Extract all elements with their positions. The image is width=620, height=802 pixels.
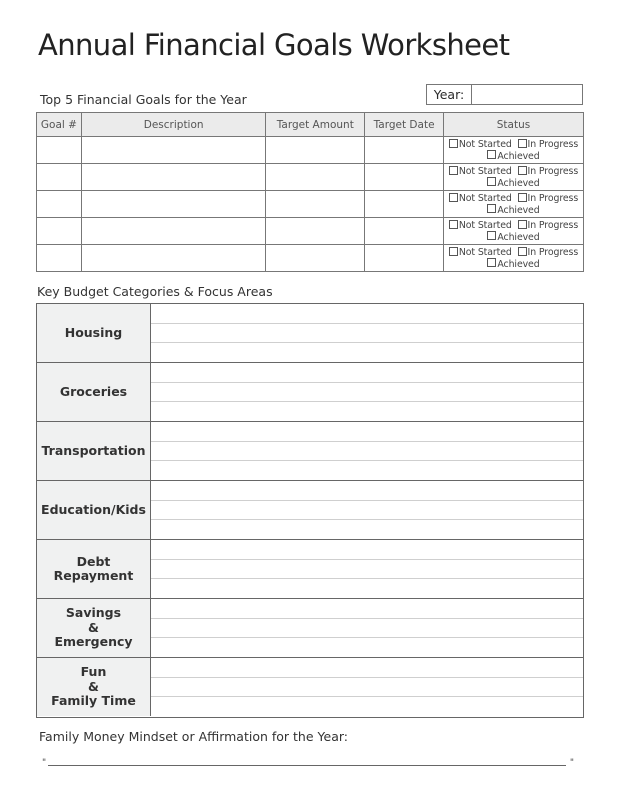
- target-date-cell[interactable]: [365, 137, 444, 164]
- description-cell[interactable]: [81, 245, 266, 272]
- not-started-checkbox[interactable]: [449, 139, 512, 150]
- goals-section-label: Top 5 Financial Goals for the Year: [40, 92, 247, 107]
- in-progress-checkbox[interactable]: [518, 139, 579, 150]
- budget-category-row: [37, 598, 583, 657]
- checkbox-icon[interactable]: [487, 204, 496, 213]
- checkbox-icon[interactable]: [518, 220, 527, 229]
- achieved-checkbox[interactable]: [487, 232, 539, 243]
- status-option-label: Achieved: [497, 258, 540, 270]
- checkbox-icon[interactable]: [449, 166, 458, 175]
- year-label: Year:: [427, 85, 472, 104]
- target-date-cell[interactable]: [365, 218, 444, 245]
- checkbox-icon[interactable]: [518, 247, 527, 256]
- not-started-checkbox[interactable]: [449, 220, 512, 231]
- status-option-label: Not Started: [458, 139, 512, 150]
- writing-line[interactable]: [151, 363, 583, 382]
- goal-number-cell[interactable]: [37, 191, 82, 218]
- page-title: Annual Financial Goals Worksheet: [38, 28, 510, 62]
- writing-line[interactable]: [151, 696, 583, 716]
- header-target-date: Target Date: [365, 113, 444, 137]
- description-cell[interactable]: [81, 218, 266, 245]
- writing-line[interactable]: [151, 460, 583, 480]
- status-option-label: Achieved: [497, 231, 540, 243]
- writing-line[interactable]: [151, 599, 583, 618]
- budget-section-label: Key Budget Categories & Focus Areas: [37, 284, 273, 299]
- year-input[interactable]: [472, 85, 582, 104]
- target-amount-cell[interactable]: [266, 245, 365, 272]
- budget-category-label: [37, 422, 151, 480]
- not-started-checkbox[interactable]: [449, 193, 512, 204]
- not-started-checkbox[interactable]: [449, 247, 512, 258]
- category-label-line: &: [88, 678, 99, 694]
- writing-lines: [151, 363, 583, 421]
- status-option-label: In Progress: [527, 193, 579, 204]
- mindset-label: Family Money Mindset or Affirmation for the Year:: [39, 729, 348, 744]
- category-label-line: Savings: [65, 605, 122, 621]
- target-date-cell[interactable]: [365, 245, 444, 272]
- status-option-label: Achieved: [497, 204, 540, 216]
- budget-category-row: [37, 539, 583, 598]
- writing-line[interactable]: [151, 342, 583, 362]
- writing-lines: [151, 658, 583, 716]
- close-quote: ": [569, 758, 574, 768]
- category-label-line: Emergency: [54, 634, 133, 650]
- writing-line[interactable]: [151, 304, 583, 323]
- open-quote: ": [42, 758, 47, 768]
- checkbox-icon[interactable]: [518, 139, 527, 148]
- goal-number-cell[interactable]: [37, 137, 82, 164]
- budget-category-label: [37, 363, 151, 421]
- writing-line[interactable]: [151, 323, 583, 343]
- category-label-line: &: [88, 619, 99, 635]
- goal-row: [37, 218, 584, 245]
- status-option-label: Not Started: [458, 193, 512, 204]
- goal-number-cell[interactable]: [37, 245, 82, 272]
- status-cell: [443, 245, 583, 272]
- budget-category-row: [37, 362, 583, 421]
- budget-category-label: [37, 481, 151, 539]
- description-cell[interactable]: [81, 191, 266, 218]
- mindset-answer-line[interactable]: [42, 758, 574, 772]
- checkbox-icon[interactable]: [487, 258, 496, 267]
- status-option-label: Not Started: [458, 220, 512, 231]
- in-progress-checkbox[interactable]: [518, 247, 579, 258]
- writing-line[interactable]: [151, 658, 583, 677]
- budget-category-label: [37, 304, 151, 362]
- budget-categories-table: [36, 303, 584, 718]
- budget-category-label: [37, 599, 151, 657]
- writing-line[interactable]: [151, 540, 583, 559]
- writing-line[interactable]: [151, 441, 583, 461]
- budget-category-label: [37, 658, 151, 716]
- in-progress-checkbox[interactable]: [518, 166, 579, 177]
- writing-line[interactable]: [151, 401, 583, 421]
- goal-row: [37, 245, 584, 272]
- checkbox-icon[interactable]: [449, 193, 458, 202]
- status-option-label: In Progress: [527, 220, 579, 231]
- goal-number-cell[interactable]: [37, 164, 82, 191]
- budget-category-row: [37, 657, 583, 716]
- status-option-label: Achieved: [497, 177, 540, 189]
- writing-line[interactable]: [151, 481, 583, 500]
- goal-row: [37, 164, 584, 191]
- header-description: Description: [81, 113, 266, 137]
- header-target-amount: Target Amount: [266, 113, 365, 137]
- writing-lines: [151, 599, 583, 657]
- in-progress-checkbox[interactable]: [518, 193, 579, 204]
- mindset-rule: [48, 765, 566, 766]
- goal-row: [37, 191, 584, 218]
- year-field: [426, 84, 583, 105]
- category-label-line: Education/Kids: [41, 501, 146, 517]
- budget-category-label: [37, 540, 151, 598]
- checkbox-icon[interactable]: [449, 247, 458, 256]
- achieved-checkbox[interactable]: [487, 151, 539, 162]
- target-date-cell[interactable]: [365, 164, 444, 191]
- header-status: Status: [443, 113, 583, 137]
- category-label-line: Fun: [80, 664, 107, 680]
- goal-number-cell[interactable]: [37, 218, 82, 245]
- budget-category-row: [37, 480, 583, 539]
- status-option-label: Achieved: [497, 150, 540, 162]
- target-amount-cell[interactable]: [266, 164, 365, 191]
- status-option-label: In Progress: [527, 166, 579, 177]
- writing-line[interactable]: [151, 500, 583, 520]
- target-amount-cell[interactable]: [266, 218, 365, 245]
- goals-table: [36, 112, 584, 272]
- goal-row: [37, 137, 584, 164]
- category-label-line: Debt Repayment: [53, 553, 134, 583]
- writing-lines: [151, 422, 583, 480]
- checkbox-icon[interactable]: [449, 139, 458, 148]
- goals-table-header: [37, 113, 584, 137]
- target-amount-cell[interactable]: [266, 137, 365, 164]
- checkbox-icon[interactable]: [487, 177, 496, 186]
- not-started-checkbox[interactable]: [449, 166, 512, 177]
- writing-line[interactable]: [151, 637, 583, 657]
- status-option-label: Not Started: [458, 247, 512, 258]
- category-label-line: Housing: [64, 324, 123, 340]
- checkbox-icon[interactable]: [518, 193, 527, 202]
- checkbox-icon[interactable]: [449, 220, 458, 229]
- achieved-checkbox[interactable]: [487, 178, 539, 189]
- writing-line[interactable]: [151, 519, 583, 539]
- in-progress-checkbox[interactable]: [518, 220, 579, 231]
- description-cell[interactable]: [81, 137, 266, 164]
- target-date-cell[interactable]: [365, 191, 444, 218]
- checkbox-icon[interactable]: [518, 166, 527, 175]
- budget-category-row: [37, 421, 583, 480]
- category-label-line: Family Time: [51, 693, 136, 709]
- status-cell: [443, 191, 583, 218]
- checkbox-icon[interactable]: [487, 150, 496, 159]
- writing-line[interactable]: [151, 382, 583, 402]
- budget-category-row: [37, 304, 583, 362]
- writing-lines: [151, 304, 583, 362]
- target-amount-cell[interactable]: [266, 191, 365, 218]
- writing-line[interactable]: [151, 578, 583, 598]
- checkbox-icon[interactable]: [487, 231, 496, 240]
- writing-line[interactable]: [151, 618, 583, 638]
- status-option-label: Not Started: [458, 166, 512, 177]
- category-label-line: Transportation: [41, 442, 146, 458]
- status-cell: [443, 164, 583, 191]
- status-cell: [443, 137, 583, 164]
- category-label-line: Groceries: [59, 383, 128, 399]
- writing-lines: [151, 481, 583, 539]
- writing-line[interactable]: [151, 422, 583, 441]
- writing-line[interactable]: [151, 559, 583, 579]
- status-option-label: In Progress: [527, 139, 579, 150]
- writing-lines: [151, 540, 583, 598]
- achieved-checkbox[interactable]: [487, 205, 539, 216]
- status-cell: [443, 218, 583, 245]
- description-cell[interactable]: [81, 164, 266, 191]
- writing-line[interactable]: [151, 677, 583, 697]
- status-option-label: In Progress: [527, 247, 579, 258]
- achieved-checkbox[interactable]: [487, 259, 539, 270]
- header-goal-number: Goal #: [37, 113, 82, 137]
